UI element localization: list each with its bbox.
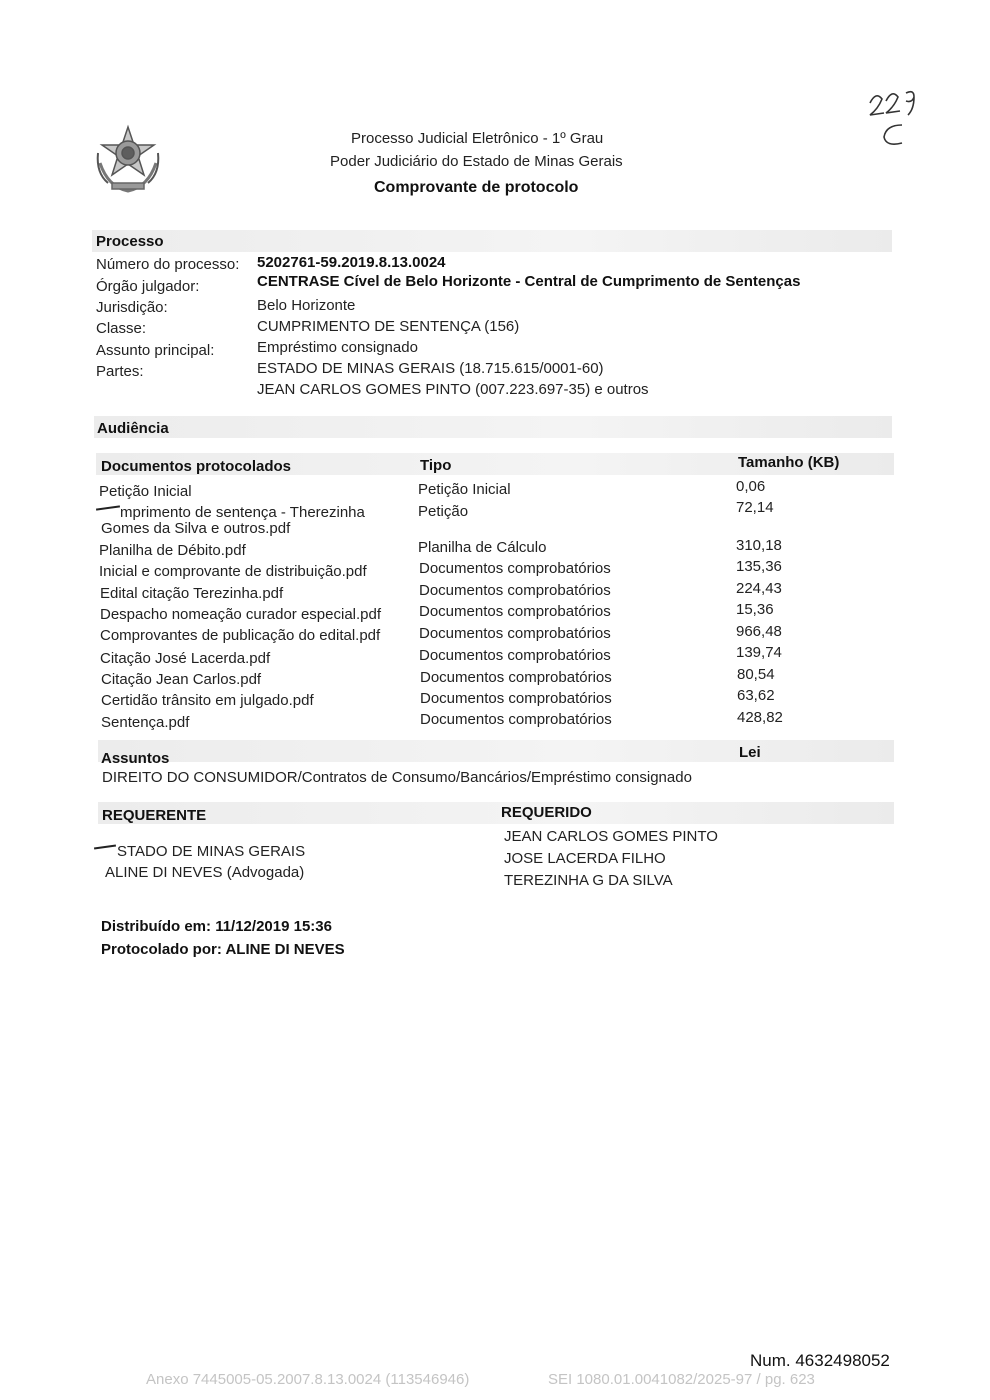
table-row-name: Planilha de Débito.pdf — [99, 542, 246, 559]
protocolado-label: Protocolado por: — [101, 941, 222, 958]
processo-section-bar — [92, 230, 892, 252]
table-row-tipo: Petição — [418, 503, 469, 520]
table-row-size: 15,36 — [736, 601, 774, 618]
col-header-documentos: Documentos protocolados — [101, 458, 292, 475]
assuntos-section-bar — [98, 740, 894, 762]
table-row-tipo: Documentos comprobatórios — [419, 582, 611, 599]
field-label: Número do processo: — [96, 256, 240, 273]
table-row-tipo: Planilha de Cálculo — [418, 539, 547, 556]
partes-value-extra: JEAN CARLOS GOMES PINTO (007.223.697-35) e outros — [257, 381, 649, 398]
table-row-name: Edital citação Terezinha.pdf — [100, 585, 284, 602]
table-row-name-line2: Gomes da Silva e outros.pdf — [101, 520, 291, 537]
requerido-title: REQUERIDO — [501, 804, 592, 821]
requerido-item: TEREZINHA G DA SILVA — [504, 872, 673, 889]
distribuido-value: 11/12/2019 15:36 — [215, 918, 332, 935]
table-row-name: Certidão trânsito em julgado.pdf — [101, 692, 314, 709]
table-row-size: 72,14 — [736, 499, 774, 516]
assuntos-text: DIREITO DO CONSUMIDOR/Contratos de Consumo/Bancários/Empréstimo consignado — [102, 769, 692, 786]
table-row-size: 428,82 — [737, 709, 783, 726]
table-row-tipo: Documentos comprobatórios — [419, 647, 611, 664]
requerente-title: REQUERENTE — [102, 807, 207, 824]
table-row-name: Despacho nomeação curador especial.pdf — [100, 606, 382, 623]
table-row-tipo: Documentos comprobatórios — [420, 711, 612, 728]
processo-section-title: Processo — [96, 233, 164, 250]
requerente-item: ALINE DI NEVES (Advogada) — [105, 864, 305, 881]
table-row-size: 80,54 — [737, 666, 775, 683]
assunto-principal-value: Empréstimo consignado — [257, 339, 418, 356]
table-row-tipo: Documentos comprobatórios — [419, 603, 611, 620]
table-row-name: Inicial e comprovante de distribuição.pdf — [99, 563, 367, 580]
audiencia-section-title: Audiência — [97, 420, 169, 437]
table-row-tipo: Documentos comprobatórios — [420, 669, 612, 686]
process-number-value: 5202761-59.2019.8.13.0024 — [257, 254, 446, 271]
orgao-julgador-value: CENTRASE Cível de Belo Horizonte - Central de Cumprimento de Sentenças — [257, 273, 801, 290]
table-row-tipo: Petição Inicial — [418, 481, 511, 498]
document-title: Comprovante de protocolo — [374, 179, 579, 196]
header-line-2: Poder Judiciário do Estado de Minas Gerais — [330, 153, 623, 170]
partes-section-bar — [98, 802, 894, 824]
jurisdicao-value: Belo Horizonte — [257, 297, 356, 314]
classe-value: CUMPRIMENTO DE SENTENÇA (156) — [257, 318, 520, 335]
table-row-name: Petição Inicial — [99, 483, 192, 500]
requerido-item: JOSE LACERDA FILHO — [504, 850, 666, 867]
document-num: Num. 4632498052 — [750, 1351, 890, 1370]
table-row-tipo: Documentos comprobatórios — [419, 560, 611, 577]
brazil-coat-of-arms-emblem — [94, 123, 162, 195]
field-label: Órgão julgador: — [96, 278, 200, 295]
table-row-size: 135,36 — [736, 558, 782, 575]
table-row-size: 0,06 — [736, 478, 766, 495]
partes-value: ESTADO DE MINAS GERAIS (18.715.615/0001-60) — [257, 360, 604, 377]
field-label: Partes: — [96, 363, 144, 380]
sei-reference: SEI 1080.01.0041082/2025-97 / pg. 623 — [548, 1371, 815, 1388]
table-row-size: 63,62 — [737, 687, 775, 704]
col-header-tipo: Tipo — [420, 457, 452, 474]
table-row-name: mprimento de sentença - Therezinha — [120, 504, 365, 521]
table-row-name: Comprovantes de publicação do edital.pdf — [100, 627, 381, 644]
table-row-tipo: Documentos comprobatórios — [419, 625, 611, 642]
table-row-size: 310,18 — [736, 537, 782, 554]
distribuido-label: Distribuído em: — [101, 918, 212, 935]
header-line-1: Processo Judicial Eletrônico - 1º Grau — [351, 130, 604, 147]
anexo-reference: Anexo 7445005-05.2007.8.13.0024 (113546946) — [146, 1371, 470, 1388]
table-row-size: 966,48 — [736, 623, 782, 640]
table-row-tipo: Documentos comprobatórios — [420, 690, 612, 707]
requerente-item: STADO DE MINAS GERAIS — [117, 843, 306, 860]
col-header-tamanho: Tamanho (KB) — [738, 454, 840, 471]
table-row-size: 224,43 — [736, 580, 782, 597]
table-row-size: 139,74 — [736, 644, 782, 661]
assuntos-section-title: Assuntos — [101, 750, 170, 767]
distribuido-line — [101, 918, 332, 935]
field-label: Jurisdição: — [96, 299, 168, 316]
protocolado-value: ALINE DI NEVES — [225, 941, 345, 958]
lei-label: Lei — [739, 744, 761, 761]
handwritten-stroke — [94, 844, 116, 849]
field-label: Assunto principal: — [96, 342, 215, 359]
audiencia-section-bar — [94, 416, 892, 438]
handwritten-page-number — [862, 85, 922, 155]
table-row-name: Citação José Lacerda.pdf — [100, 650, 271, 667]
handwritten-stroke — [96, 505, 120, 510]
protocolado-line — [101, 941, 345, 958]
table-row-name: Sentença.pdf — [101, 714, 190, 731]
field-label: Classe: — [96, 320, 147, 337]
table-row-name: Citação Jean Carlos.pdf — [101, 671, 262, 688]
requerido-item: JEAN CARLOS GOMES PINTO — [504, 828, 718, 845]
